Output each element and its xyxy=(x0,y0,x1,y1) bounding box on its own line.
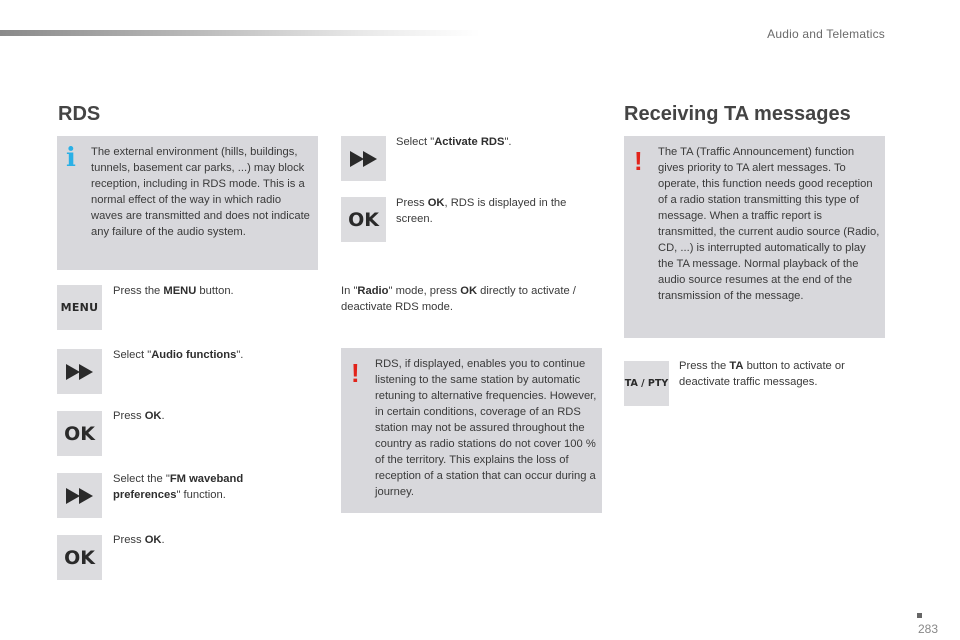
rds-section-title: RDS xyxy=(58,103,101,125)
page-number: 283 xyxy=(917,622,938,636)
step-select-activate-rds: Select "Activate RDS". xyxy=(396,136,512,148)
radio-mode-note: In "Radio" mode, press OK directly to activate / deactivate RDS mode. xyxy=(341,285,576,313)
warning-icon: ! xyxy=(634,146,643,176)
step-press-ok-rds-displayed: Press OK, RDS is displayed in the screen. xyxy=(396,197,567,225)
rds-warning-text: RDS, if displayed, enables you to continue listening to the same station by automatic retuning to alternative frequencies. However, in certain conditions, coverage of an RDS station may not be assured throughout the country as radio stations do not cover 100 % of the territory. This explains the loss of reception of a station that can occur during a journey. xyxy=(375,358,597,498)
forward-arrow-icon xyxy=(57,349,102,394)
ok-icon-label: OK xyxy=(64,422,95,445)
forward-arrow-icon xyxy=(341,136,386,181)
ok-icon-label: OK xyxy=(64,546,95,569)
header-gradient-bar xyxy=(0,30,480,36)
ta-pty-button-icon xyxy=(624,361,669,406)
menu-icon-label: MENU xyxy=(60,301,99,314)
ta-section-title: Receiving TA messages xyxy=(624,103,851,125)
menu-button-icon xyxy=(57,285,102,330)
warning-icon: ! xyxy=(351,358,360,388)
rds-warning-box xyxy=(341,348,602,513)
step-press-menu: Press the MENU button. xyxy=(113,285,234,297)
step-press-ta: Press the TA button to activate or deactivate traffic messages. xyxy=(679,360,845,388)
ta-warning-box xyxy=(624,136,885,338)
ok-button-icon xyxy=(57,535,102,580)
ta-pty-icon-label: TA / PTY xyxy=(624,378,669,389)
forward-arrow-icon xyxy=(57,473,102,518)
rds-info-text: The external environment (hills, buildings, tunnels, basement car parks, ...) may block reception, including in RDS mode. This is a normal effect of the way in which radio waves are transmitted and does not indicate any failure of the audio system. xyxy=(91,146,310,238)
info-icon: i xyxy=(66,143,76,173)
step-select-fm-waveband: Select the "FM waveband preferences" function. xyxy=(113,473,244,501)
step-press-ok-1: Press OK. xyxy=(113,410,165,422)
header-title: Audio and Telematics xyxy=(767,27,885,41)
ok-icon-label: OK xyxy=(348,208,379,231)
ok-button-icon xyxy=(341,197,386,242)
rds-info-box xyxy=(57,136,318,270)
step-press-ok-2: Press OK. xyxy=(113,534,165,546)
ta-warning-text: The TA (Traffic Announcement) function gives priority to TA alert messages. To operate, this function needs good reception of a radio station transmitting this type of message. When a traffic report is transmitted, the current audio source (Radio, CD, ...) is interrupted automatically to play the TA message. Normal playback of the audio source resumes at the end of the transmission of the message. xyxy=(658,146,880,302)
page-marker xyxy=(917,613,922,618)
ok-button-icon xyxy=(57,411,102,456)
step-select-audio-functions: Select "Audio functions". xyxy=(113,349,244,361)
